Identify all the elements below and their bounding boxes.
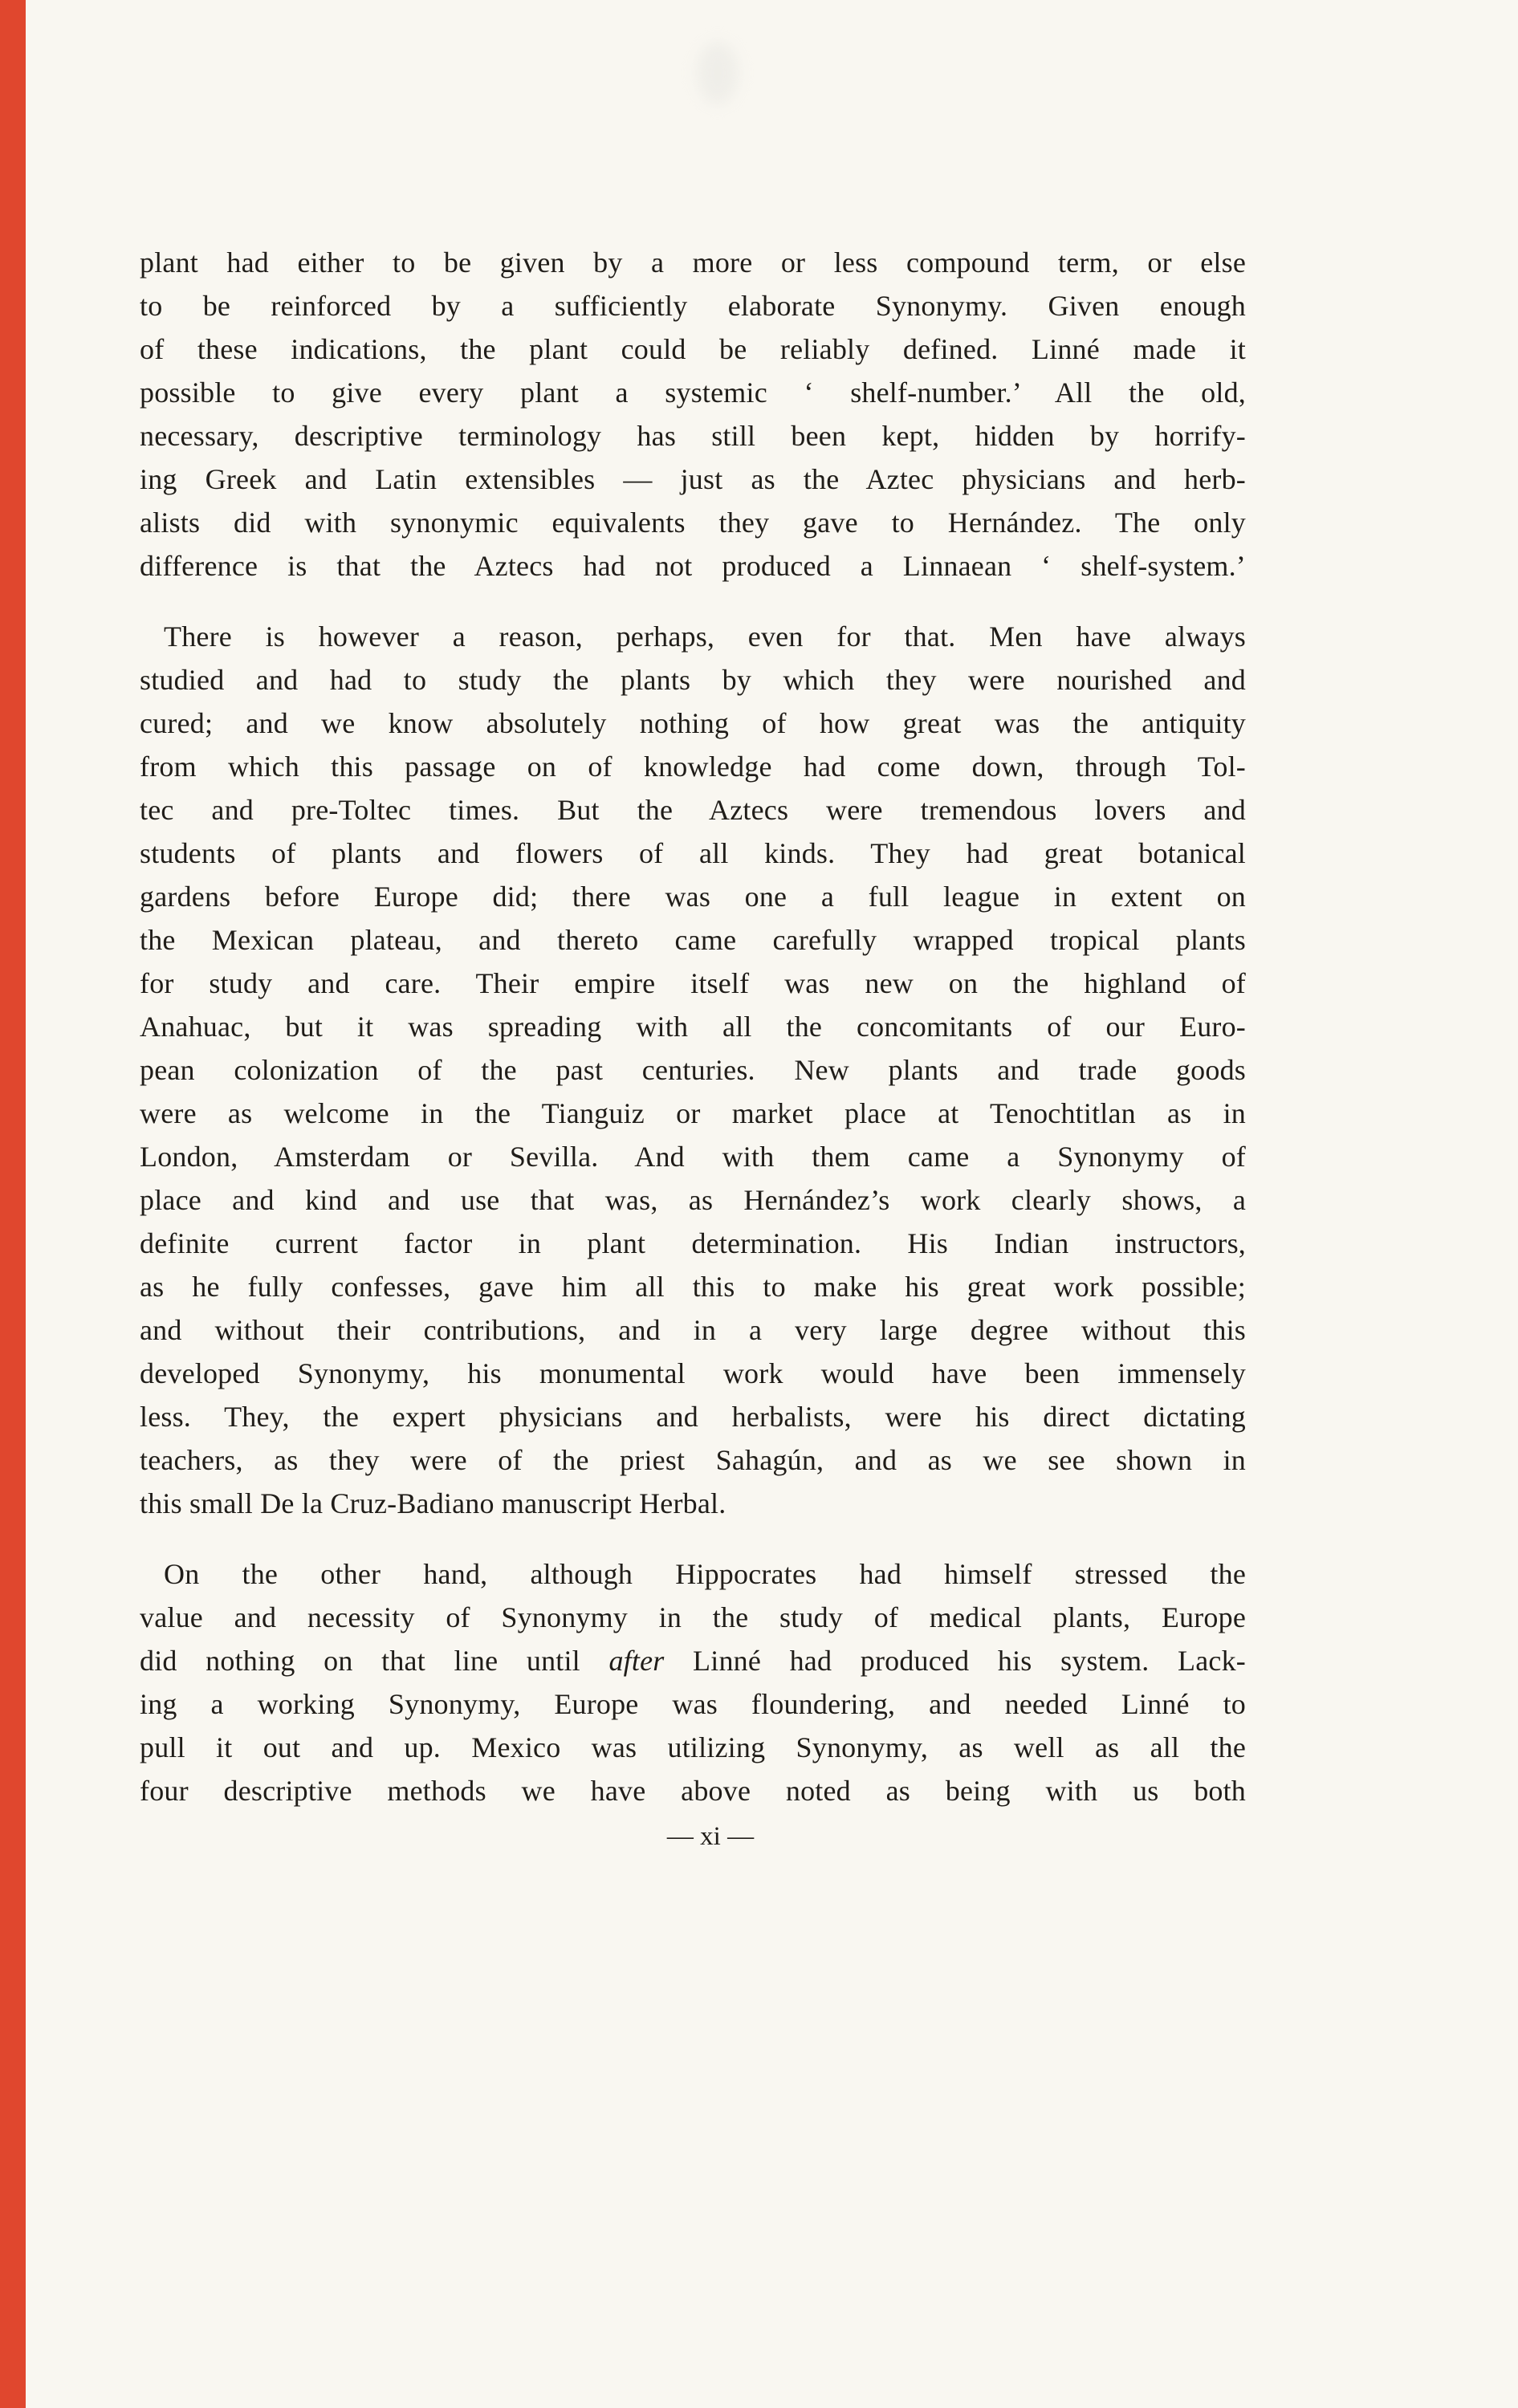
paragraph [140, 1552, 1246, 1812]
text-line: developed Synonymy, his monumental work would have been immensely [140, 1357, 1246, 1389]
text-line: pull it out and up. Mexico was utilizing Synonymy, as well as all the [140, 1731, 1246, 1763]
page-number: — xi — [666, 1822, 755, 1851]
paragraph [140, 615, 1246, 1525]
text-line: necessary, descriptive terminology has still been kept, hidden by horrify- [140, 420, 1246, 452]
text-line: cured; and we know absolutely nothing of how great was the antiquity [140, 707, 1246, 739]
text-segment: did nothing on that line until [140, 1645, 609, 1677]
text-line: for study and care. Their empire itself was new on the highland of [140, 967, 1246, 999]
text-line: four descriptive methods we have above noted as being with us both [140, 1775, 1246, 1807]
text-line: the Mexican plateau, and thereto came carefully wrapped tropical plants [140, 924, 1246, 956]
paragraph [140, 241, 1246, 588]
text-line: place and kind and use that was, as Hernández’s work clearly shows, a [140, 1184, 1246, 1216]
text-line: definite current factor in plant determination. His Indian instructors, [140, 1227, 1246, 1259]
text-line: teachers, as they were of the priest Sahagún, and as we see shown in [140, 1444, 1246, 1476]
page-text [140, 241, 1246, 1840]
text-line: were as welcome in the Tianguiz or market place at Tenochtitlan as in [140, 1097, 1246, 1129]
text-line: There is however a reason, perhaps, even for that. Men have always [164, 620, 1246, 653]
text-line: gardens before Europe did; there was one a full league in extent on [140, 881, 1246, 913]
text-line: ing a working Synonymy, Europe was floundering, and needed Linné to [140, 1688, 1246, 1720]
text-line: possible to give every plant a systemic ‘ shelf-number.’ All the old, [140, 376, 1246, 409]
text-line: plant had either to be given by a more or less compound term, or else [140, 246, 1246, 279]
text-line: studied and had to study the plants by which they were nourished and [140, 664, 1246, 696]
text-line: On the other hand, although Hippocrates had himself stressed the [164, 1558, 1246, 1590]
text-line: students of plants and flowers of all kinds. They had great botanical [140, 837, 1246, 869]
text-line: London, Amsterdam or Sevilla. And with them came a Synonymy of [140, 1141, 1246, 1173]
text-line: ing Greek and Latin extensibles — just as the Aztec physicians and herb- [140, 463, 1246, 495]
italic-text: after [608, 1645, 665, 1677]
text-line: and without their contributions, and in a very large degree without this [140, 1314, 1246, 1346]
paragraphs-container [140, 241, 1246, 1812]
text-line: pean colonization of the past centuries. New plants and trade goods [140, 1054, 1246, 1086]
text-line: this small De la Cruz-Badiano manuscript Herbal. [140, 1487, 726, 1519]
text-line: to be reinforced by a sufficiently elaborate Synonymy. Given enough [140, 290, 1246, 322]
text-line: alists did with synonymic equivalents they gave to Hernández. The only [140, 506, 1246, 539]
text-line: from which this passage on of knowledge had come down, through Tol- [140, 750, 1246, 783]
text-line: tec and pre-Toltec times. But the Aztecs were tremendous lovers and [140, 794, 1246, 826]
text-line: less. They, the expert physicians and herbalists, were his direct dictating [140, 1401, 1246, 1433]
text-line: difference is that the Aztecs had not produced a Linnaean ‘ shelf-system.’ [140, 550, 1246, 582]
text-segment: Linné had produced his system. Lack- [664, 1645, 1246, 1677]
text-line: value and necessity of Synonymy in the study of medical plants, Europe [140, 1601, 1246, 1633]
scan-smudge [697, 42, 739, 104]
text-line: Anahuac, but it was spreading with all the concomitants of our Euro- [140, 1011, 1246, 1043]
text-line: of these indications, the plant could be reliably defined. Linné made it [140, 333, 1246, 365]
page-edge-stripe [0, 0, 26, 2408]
text-line [140, 1639, 1246, 1682]
text-line: as he fully confesses, gave him all this to make his great work possible; [140, 1271, 1246, 1303]
